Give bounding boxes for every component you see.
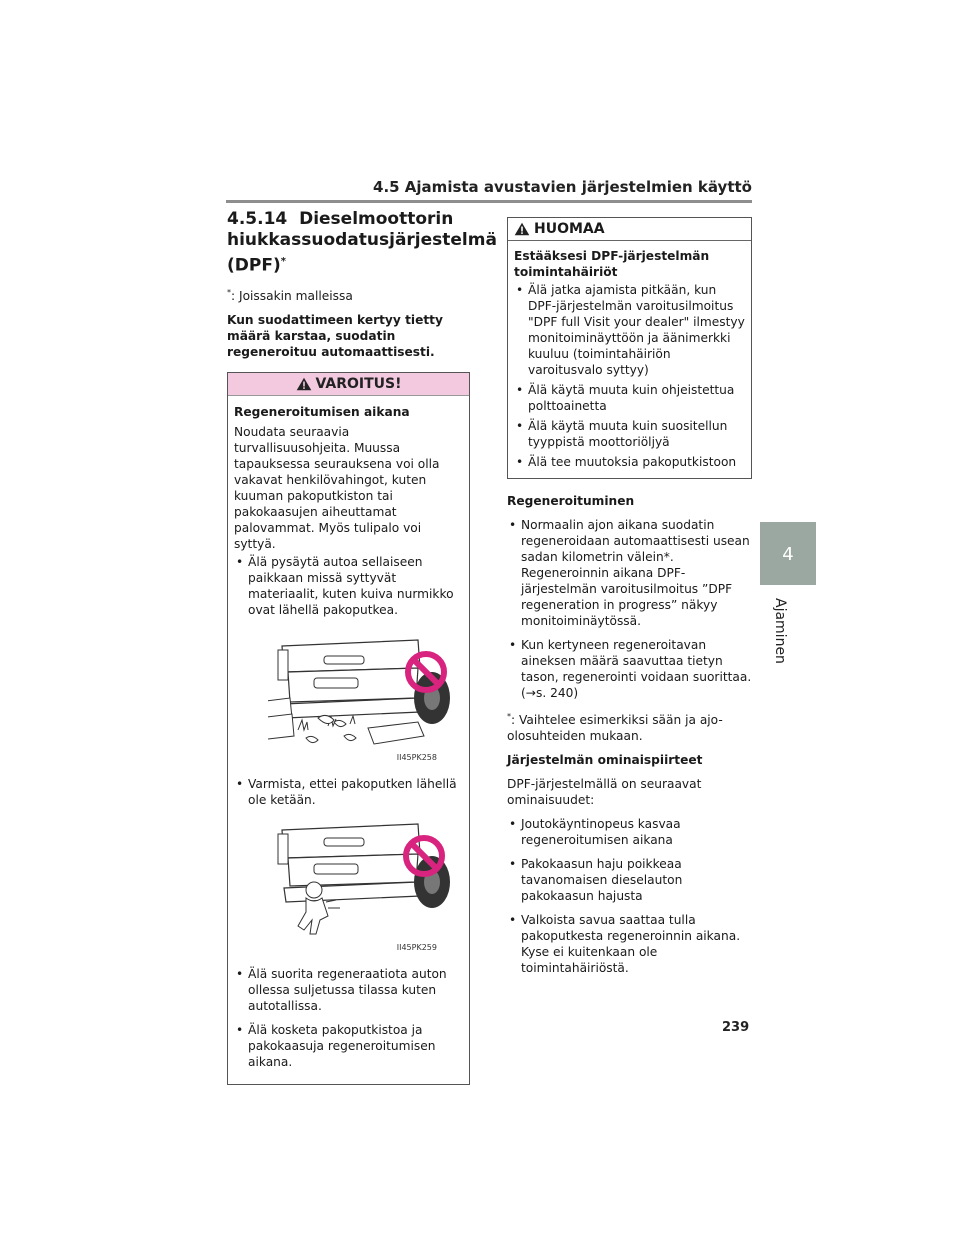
right-column [507,205,752,984]
warning-subtitle: Regeneroitumisen aikana [234,404,410,419]
truck-rear-child-illustration [268,816,458,952]
feature-item: • Valkoista savua saattaa tulla pakoputkesta regeneroinnin aikana. Kyse ei kuitenkaan ole toimintahäiriöstä. [507,912,752,976]
notice-subtitle: Estääksesi DPF-järjestelmän toimintahäiriöt [514,249,710,279]
warning-item-1: • Älä pysäytä autoa sellaiseen paikkaan missä syttyvät materiaalit, kuten kuiva nurmikko ovat lähellä pakoputkea. [234,554,463,618]
section-heading [227,209,497,277]
illustration-person-near-exhaust [234,816,463,958]
notice-item: • Älä käytä muuta kuin ohjeistettua polttoainetta [514,382,745,414]
warning-item-3: • Älä suorita regeneraatiota auton ollessa suljetussa tilassa kuten autotallissa. [234,966,463,1014]
warning-triangle-icon [296,377,312,391]
left-column [227,205,497,1085]
features-intro: DPF-järjestelmällä on seuraavat ominaisuudet: [507,777,702,808]
chapter-header-title: 4.5 Ajamista avustavien järjestelmien käyttö [373,178,752,196]
illustration-code-1: II45PK258 [396,752,437,762]
regen-footnote: *: Vaihtelee esimerkiksi sään ja ajo-olosuhteiden mukaan. [507,712,723,744]
warning-item-4: • Älä kosketa pakoputkistoa ja pakokaasuja regeneroitumisen aikana. [234,1022,463,1070]
section-star: * [280,256,286,267]
section-footnote: *: Joissakin malleissa [227,287,353,303]
chapter-tab-number: 4 [782,544,794,565]
header-rule [226,200,752,203]
section-title: Dieselmoottorin hiukkassuodatusjärjestelmä (DPF) [227,209,497,276]
warning-header [228,373,469,396]
chapter-side-label [770,598,790,664]
notice-title: HUOMAA [534,221,605,237]
section-number: 4.5.14 [227,209,288,229]
notice-triangle-icon [514,222,530,236]
regen-heading: Regeneroituminen [507,494,635,508]
feature-item: • Pakokaasun haju poikkeaa tavanomaisen dieselauton pakokaasun hajusta [507,856,752,904]
warning-text: Noudata seuraavia turvallisuusohjeita. Muussa tapauksessa seurauksena voi olla vakavat henkilövahingot, kuten kuuman pakoputkiston tai pakokaasujen aiheuttamat palovammat. Myös tulipalo voi syttyä. [234,424,440,551]
page-number: 239 [722,1020,750,1035]
illustration-code-2: II45PK259 [396,942,437,952]
features-heading: Järjestelmän ominaispiirteet [507,753,703,768]
regen-item-2: • Kun kertyneen regeneroitavan aineksen määrä saavuttaa tietyn tason, regenerointi voidaan suorittaa. (→s. 240) [507,637,752,701]
notice-box [507,217,752,479]
section-intro: Kun suodattimeen kertyy tietty määrä karstaa, suodatin regeneroituu automaattisesti. [227,312,443,359]
notice-item: • Älä jatka ajamista pitkään, kun DPF-järjestelmän varoitusilmoitus "DPF full Visit your dealer" ilmestyy monitoiminäyttöön ja äänimerkki kuuluu (toimintahäiriön varoitusvalo syttyy) [514,282,745,378]
notice-item: • Älä tee muutoksia pakoputkistoon [514,454,745,470]
illustration-flammable-material [234,626,463,768]
regen-item-1: • Normaalin ajon aikana suodatin regeneroidaan automaattisesti usean sadan kilometrin välein*. Regeneroinnin aikana DPF-järjestelmän varoitusilmoitus ”DPF regeneration in progress” näkyy monitoiminäytössä. [507,517,752,629]
notice-item: • Älä käytä muuta kuin suositellun tyyppistä moottoriöljyä [514,418,745,450]
warning-title: VAROITUS! [315,375,402,392]
truck-rear-grass-illustration [268,626,458,762]
warning-box [227,372,470,1085]
warning-item-2: • Varmista, ettei pakoputken lähellä ole ketään. [234,776,463,808]
notice-header [508,218,751,241]
chapter-side-label-text: Ajaminen [772,598,788,664]
feature-item: • Joutokäyntinopeus kasvaa regeneroitumisen aikana [507,816,752,848]
